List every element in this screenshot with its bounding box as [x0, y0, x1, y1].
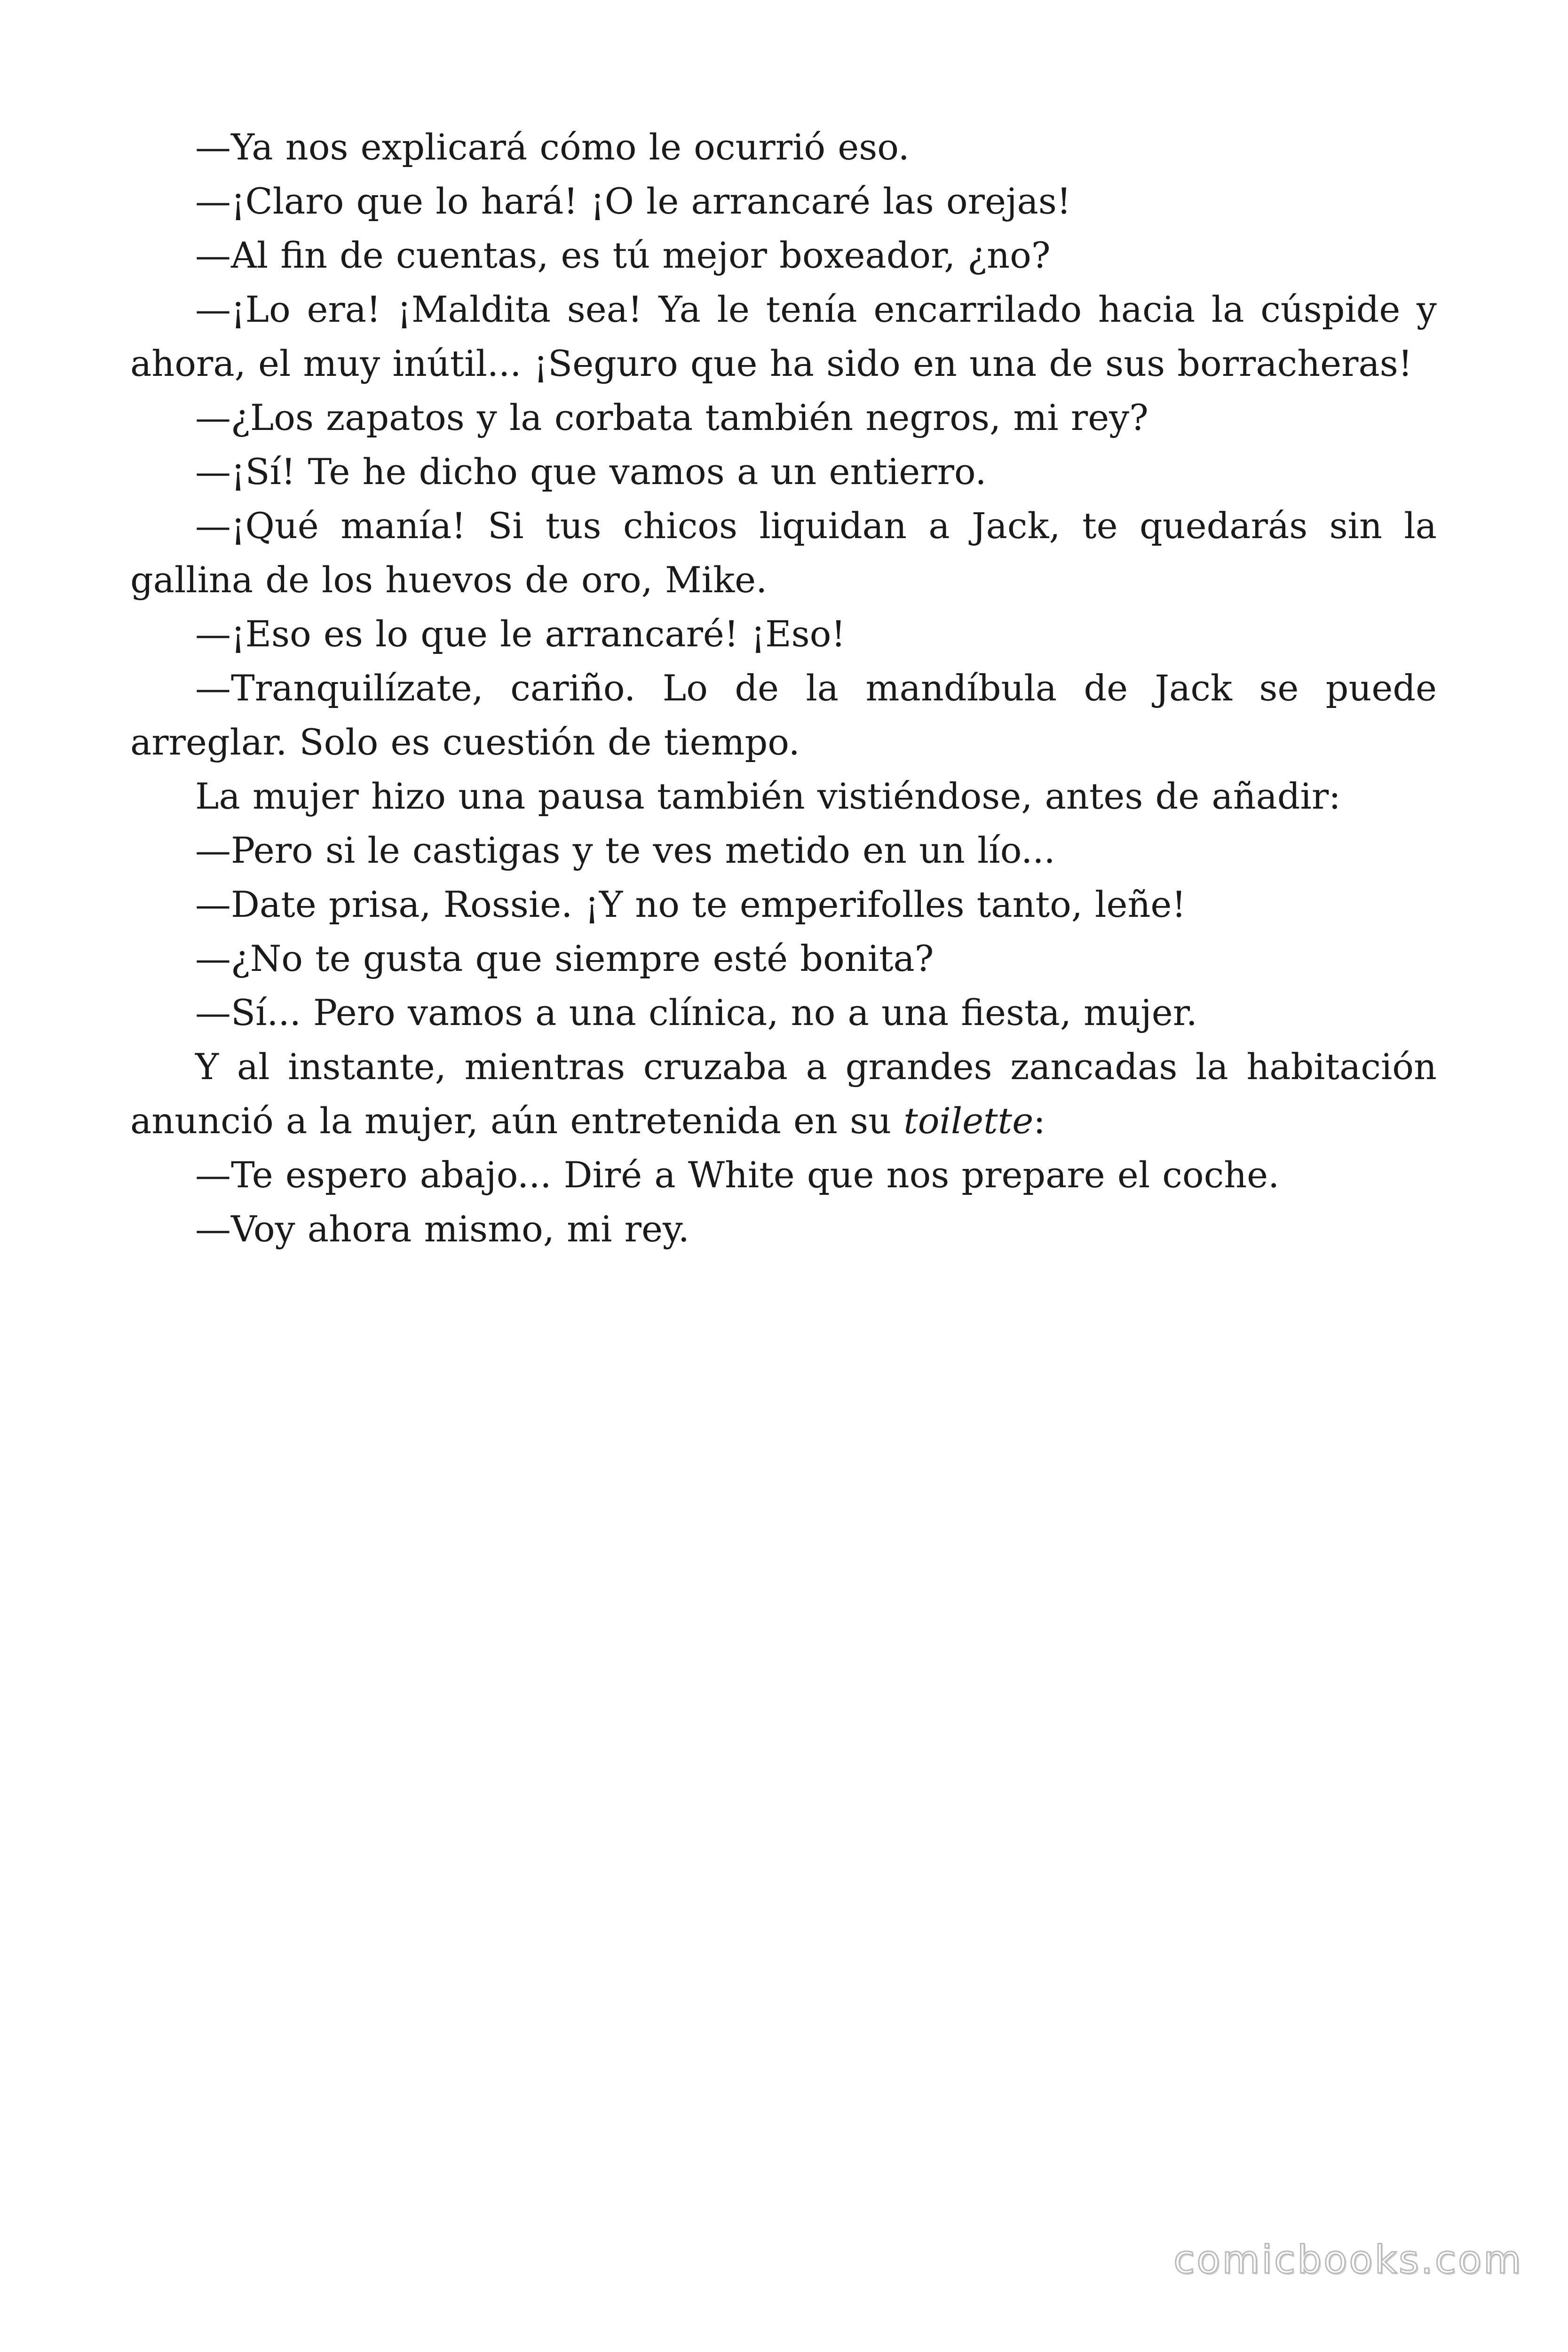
paragraph: —¡Claro que lo hará! ¡O le arrancaré las orejas! [195, 180, 1071, 222]
paragraph: La mujer hizo una pausa también vistiéndose, antes de añadir: [195, 775, 1341, 817]
paragraph: —¡Sí! Te he dicho que vamos a un entierro. [195, 451, 987, 493]
watermark: comicbooks.com [1173, 2238, 1523, 2282]
paragraph: —Al fin de cuentas, es tú mejor boxeador, ¿no? [195, 234, 1051, 276]
paragraph: —Te espero abajo... Diré a White que nos prepare el coche. [195, 1154, 1280, 1196]
paragraph: —¿No te gusta que siempre esté bonita? [195, 938, 934, 979]
paragraph: —¿Los zapatos y la corbata también negros, mi rey? [195, 397, 1148, 438]
paragraph: —¡Lo era! ¡Maldita sea! Ya le tenía encarrilado hacia la cúspide y ahora, el muy inútil... ¡Seguro que ha sido en una de sus borracheras! [130, 288, 1437, 384]
paragraph: —Ya nos explicará cómo le ocurrió eso. [195, 126, 910, 168]
paragraph [130, 1040, 1437, 1148]
paragraph: —¡Qué manía! Si tus chicos liquidan a Jack, te quedarás sin la gallina de los huevos de oro, Mike. [130, 505, 1437, 601]
paragraph: —Voy ahora mismo, mi rey. [195, 1208, 689, 1250]
paragraph: —Tranquilízate, cariño. Lo de la mandíbula de Jack se puede arreglar. Solo es cuestión de tiempo. [130, 667, 1437, 763]
paragraph: —¡Eso es lo que le arrancaré! ¡Eso! [195, 613, 846, 655]
paragraph: —Sí... Pero vamos a una clínica, no a una fiesta, mujer. [195, 992, 1197, 1033]
paragraph: —Pero si le castigas y te ves metido en un lío... [195, 829, 1055, 871]
paragraph: —Date prisa, Rossie. ¡Y no te emperifolles tanto, leñe! [195, 883, 1186, 925]
emphasized-word: toilette [903, 1100, 1034, 1142]
body-text [130, 120, 1437, 1256]
paragraph-text: Y al instante, mientras cruzaba a grandes zancadas la habitación anunció a la mujer, aún entretenida en su [130, 1046, 1437, 1142]
paragraph-text: : [1033, 1100, 1045, 1142]
